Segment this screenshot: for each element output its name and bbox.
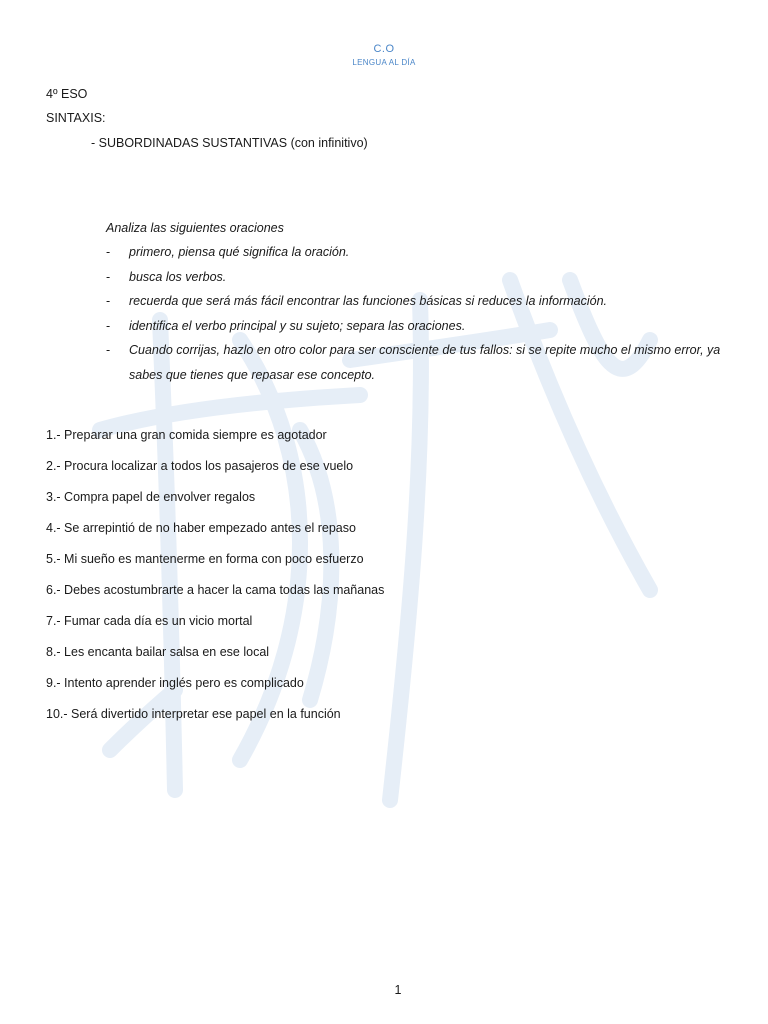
section-title: SINTAXIS: — [46, 111, 106, 125]
instruction-text: identifica el verbo principal y su sujeto; separa las oraciones. — [129, 319, 466, 333]
page-number: 1 — [394, 983, 402, 997]
sentence-item: 4.- Se arrepintió de no haber empezado antes el repaso — [46, 521, 356, 535]
header-subtitle: LENGUA AL DÍA — [352, 58, 416, 67]
sentence-item: 9.- Intento aprender inglés pero es complicado — [46, 676, 304, 690]
instruction-text: primero, piensa qué significa la oración. — [129, 245, 350, 259]
sentence-item: 5.- Mi sueño es mantenerme en forma con poco esfuerzo — [46, 552, 364, 566]
bullet-dash: - — [106, 319, 111, 333]
sentence-item: 1.- Preparar una gran comida siempre es agotador — [46, 428, 327, 442]
bullet-dash: - — [106, 294, 111, 308]
bullet-dash: - — [106, 270, 111, 284]
sentence-item: 8.- Les encanta bailar salsa en ese local — [46, 645, 270, 659]
instruction-text: recuerda que será más fácil encontrar las funciones básicas si reduces la información. — [129, 294, 608, 308]
instructions-heading: Analiza las siguientes oraciones — [106, 221, 284, 235]
header-title: C.O — [373, 43, 395, 55]
sentence-item: 3.- Compra papel de envolver regalos — [46, 490, 256, 504]
sentence-item: 2.- Procura localizar a todos los pasajeros de ese vuelo — [46, 459, 354, 473]
sentence-item: 7.- Fumar cada día es un vicio mortal — [46, 614, 253, 628]
bullet-dash: - — [106, 343, 111, 357]
topic-title: - SUBORDINADAS SUSTANTIVAS (con infinitivo) — [91, 136, 368, 150]
instruction-text: busca los verbos. — [129, 270, 227, 284]
instruction-text: Cuando corrijas, hazlo en otro color para ser consciente de tus fallos: si se repite mucho el mismo error, ya sabes que tienes que repasar ese concepto. — [129, 343, 721, 382]
exercise-sentences — [46, 428, 384, 738]
sentence-item: 10.- Será divertido interpretar ese papel en la función — [46, 707, 341, 721]
sentence-item: 6.- Debes acostumbrarte a hacer la cama todas las mañanas — [46, 583, 385, 597]
course-level: 4º ESO — [46, 87, 88, 101]
bullet-dash: - — [106, 245, 111, 259]
